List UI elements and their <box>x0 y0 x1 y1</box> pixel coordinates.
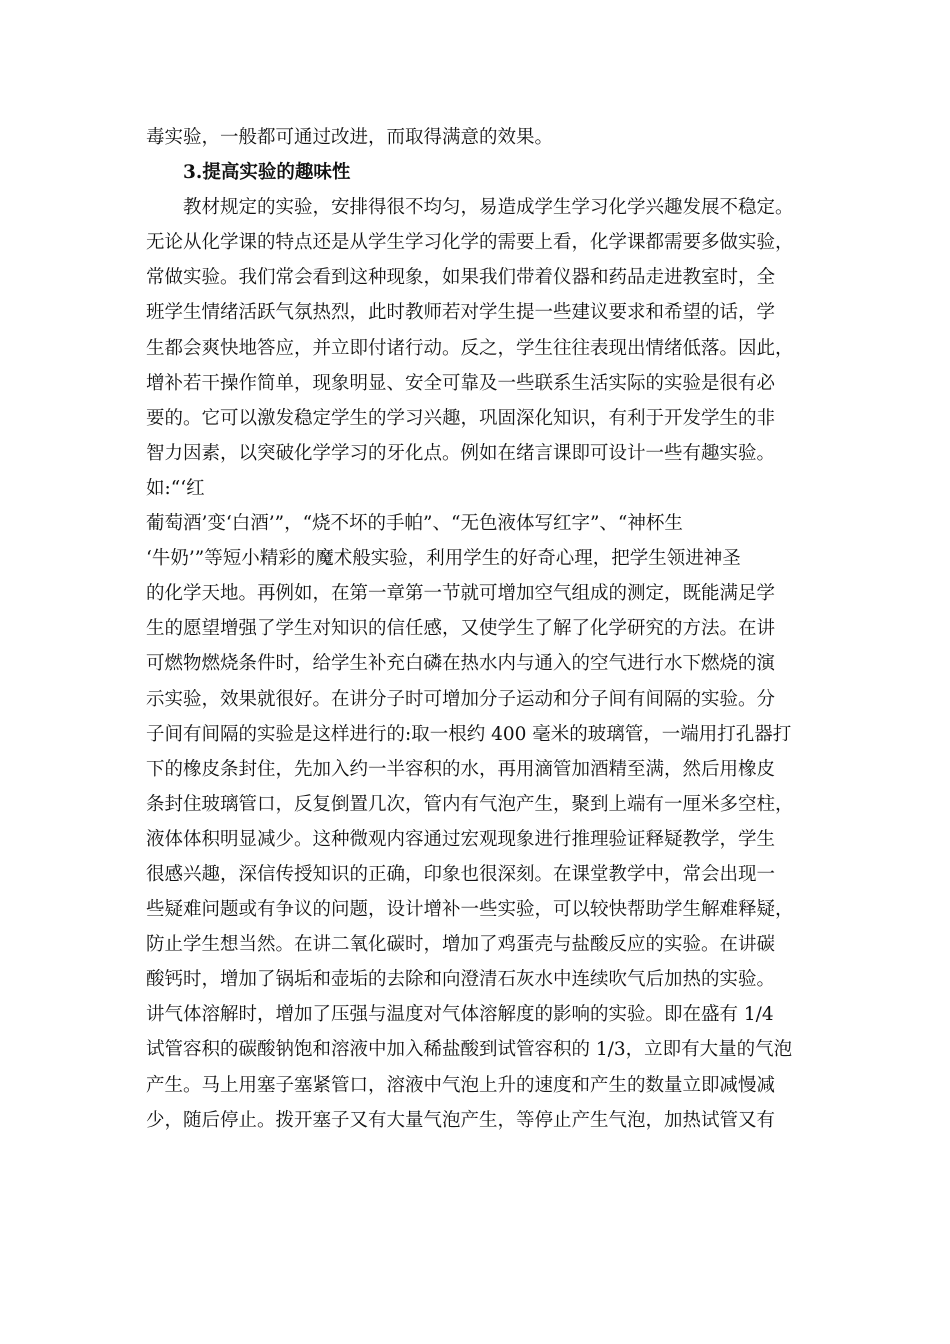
section-heading: 3.提高实验的趣味性 <box>183 162 351 184</box>
text-line: 生都会爽快地答应，并立即付诸行动。反之，学生往往表现出情绪低落。因此， <box>146 337 794 359</box>
text-line: 少，随后停止。拨开塞子又有大量气泡产生，等停止产生气泡，加热试管又有 <box>146 1109 776 1131</box>
text-line: 要的。它可以激发稳定学生的学习兴趣，巩固深化知识，有利于开发学生的非 <box>146 407 776 429</box>
text-line: 子间有间隔的实验是这样进行的:取一根约 400 毫米的玻璃管，一端用打孔器打 <box>146 723 792 745</box>
text-line: 很感兴趣，深信传授知识的正确，印象也很深刻。在课堂教学中，常会出现一 <box>146 863 776 885</box>
text-line: 些疑难问题或有争议的问题，设计增补一些实验，可以较快帮助学生解难释疑， <box>146 899 794 921</box>
text-line: 毒实验，一般都可通过改进，而取得满意的效果。 <box>146 127 554 148</box>
text-line: 班学生情绪活跃气氛热烈，此时教师若对学生提一些建议要求和希望的话，学 <box>146 302 776 324</box>
text-line: 示实验，效果就很好。在讲分子时可增加分子运动和分子间有间隔的实验。分 <box>146 688 776 710</box>
text-line: 条封住玻璃管口，反复倒置几次，管内有气泡产生，聚到上端有一厘米多空柱， <box>146 793 794 815</box>
text-line: 如:“‘红 <box>146 477 205 499</box>
text-line: 教材规定的实验，安排得很不均匀，易造成学生学习化学兴趣发展不稳定。 <box>183 197 794 219</box>
text-line: 可燃物燃烧条件时，给学生补充白磷在热水内与通入的空气进行水下燃烧的演 <box>146 653 776 675</box>
text-line: 试管容积的碳酸钠饱和溶液中加入稀盐酸到试管容积的 1/3，立即有大量的气泡 <box>146 1039 793 1061</box>
text-line: 液体体积明显减少。这种微观内容通过宏观现象进行推理验证释疑教学，学生 <box>146 828 776 850</box>
text-line: ‘牛奶’”等短小精彩的魔术般实验，利用学生的好奇心理，把学生领进神圣 <box>146 548 741 570</box>
text-line: 无论从化学课的特点还是从学生学习化学的需要上看，化学课都需要多做实验， <box>146 232 794 254</box>
text-line: 常做实验。我们常会看到这种现象，如果我们带着仪器和药品走进教室时，全 <box>146 267 776 289</box>
text-line: 增补若干操作简单，现象明显、安全可靠及一些联系生活实际的实验是很有必 <box>146 372 776 394</box>
text-line: 生的愿望增强了学生对知识的信任感，又使学生了解了化学研究的方法。在讲 <box>146 618 776 640</box>
text-line: 产生。马上用塞子塞紧管口，溶液中气泡上升的速度和产生的数量立即减慢减 <box>146 1074 776 1096</box>
text-line: 的化学天地。再例如，在第一章第一节就可增加空气组成的测定，既能满足学 <box>146 583 776 605</box>
text-line: 讲气体溶解时，增加了压强与温度对气体溶解度的影响的实验。即在盛有 1/4 <box>146 1004 774 1026</box>
text-line: 智力因素，以突破化学学习的牙化点。例如在绪言课即可设计一些有趣实验。 <box>146 442 776 464</box>
text-line: 防止学生想当然。在讲二氧化碳时，增加了鸡蛋壳与盐酸反应的实验。在讲碳 <box>146 934 776 956</box>
body-text <box>146 120 826 1138</box>
text-line: 酸钙时，增加了锅垢和壶垢的去除和向澄清石灰水中连续吹气后加热的实验。 <box>146 969 776 991</box>
text-line: 葡萄酒’变‘白酒’”，“烧不坏的手帕”、“无色液体写红字”、“神杯生 <box>146 513 683 535</box>
text-line: 下的橡皮条封住，先加入约一半容积的水，再用滴管加酒精至满，然后用橡皮 <box>146 758 776 780</box>
